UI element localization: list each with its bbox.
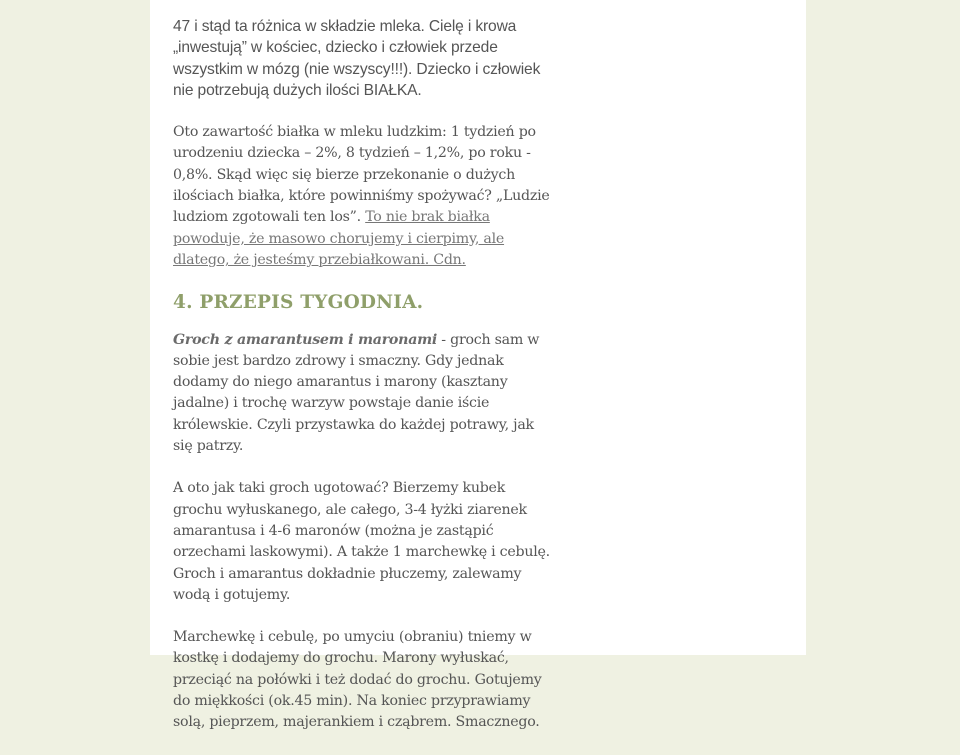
page [150, 0, 806, 731]
paragraph-recipe-intro [173, 330, 553, 458]
paragraph-recipe-steps [173, 627, 553, 733]
paragraph-protein-content [173, 122, 553, 271]
paragraph-text: - groch sam w sobie jest bardzo zdrowy i smaczny. Gdy jednak dodamy do niego amarantus i marony (kasztany jadalne) i trochę warzyw powstaje danie iście królewskie. Czyli przystawka do każdej potrawy, jak się patrzy. [173, 331, 540, 455]
dish-name: Groch z amarantusem i maronami [173, 331, 438, 348]
overproteined-link[interactable]: To nie brak białka powoduje, że masowo chorujemy i cierpimy, ale dlatego, że jesteśmy przebiałkowani. Cdn. [173, 209, 505, 268]
paragraph-text: 47 i stąd ta różnica w składzie mleka. Cielę i krowa „inwestują” w kościec, dziecko i człowiek przede wszystkim w mózg (nie wszyscy!!!). Dziecko i człowiek nie potrzebują dużych ilości BIAŁKA. [173, 18, 541, 99]
article-body [173, 16, 553, 755]
paragraph-text: A oto jak taki groch ugotować? Bierzemy kubek grochu wyłuskanego, ale całego, 3-4 łyżki ziarenek amarantusa i 4-6 maronów (można je zastąpić orzechami laskowymi). A także 1 marchewkę i cebulę. Groch i amarantus dokładnie płuczemy, zalewamy wodą i gotujemy. [173, 480, 550, 603]
section-heading: 4. PRZEPIS TYGODNIA. [173, 292, 424, 314]
paragraph-text: Oto zawartość białka w mleku ludzkim: 1 tydzień po urodzeniu dziecka – 2%, 8 tydzień – 1,2%, po roku - 0,8%. Skąd więc się bierze przekonanie o dużych ilościach białka, które powinniśmy spożywać? „Ludzie ludziom zgotowali ten los”. [173, 124, 550, 226]
paragraph-milk-composition [173, 16, 553, 101]
paragraph-text: Marchewkę i cebulę, po umyciu (obraniu) tniemy w kostkę i dodajemy do grochu. Marony wyłuskać, przeciąć na połówki i też dodać do grochu. Gotujemy do miękkości (ok.45 min). Na koniec przyprawiamy solą, pieprzem, majerankiem i cząbrem. Smacznego. [173, 629, 542, 731]
paragraph-recipe-ingredients [173, 478, 553, 606]
